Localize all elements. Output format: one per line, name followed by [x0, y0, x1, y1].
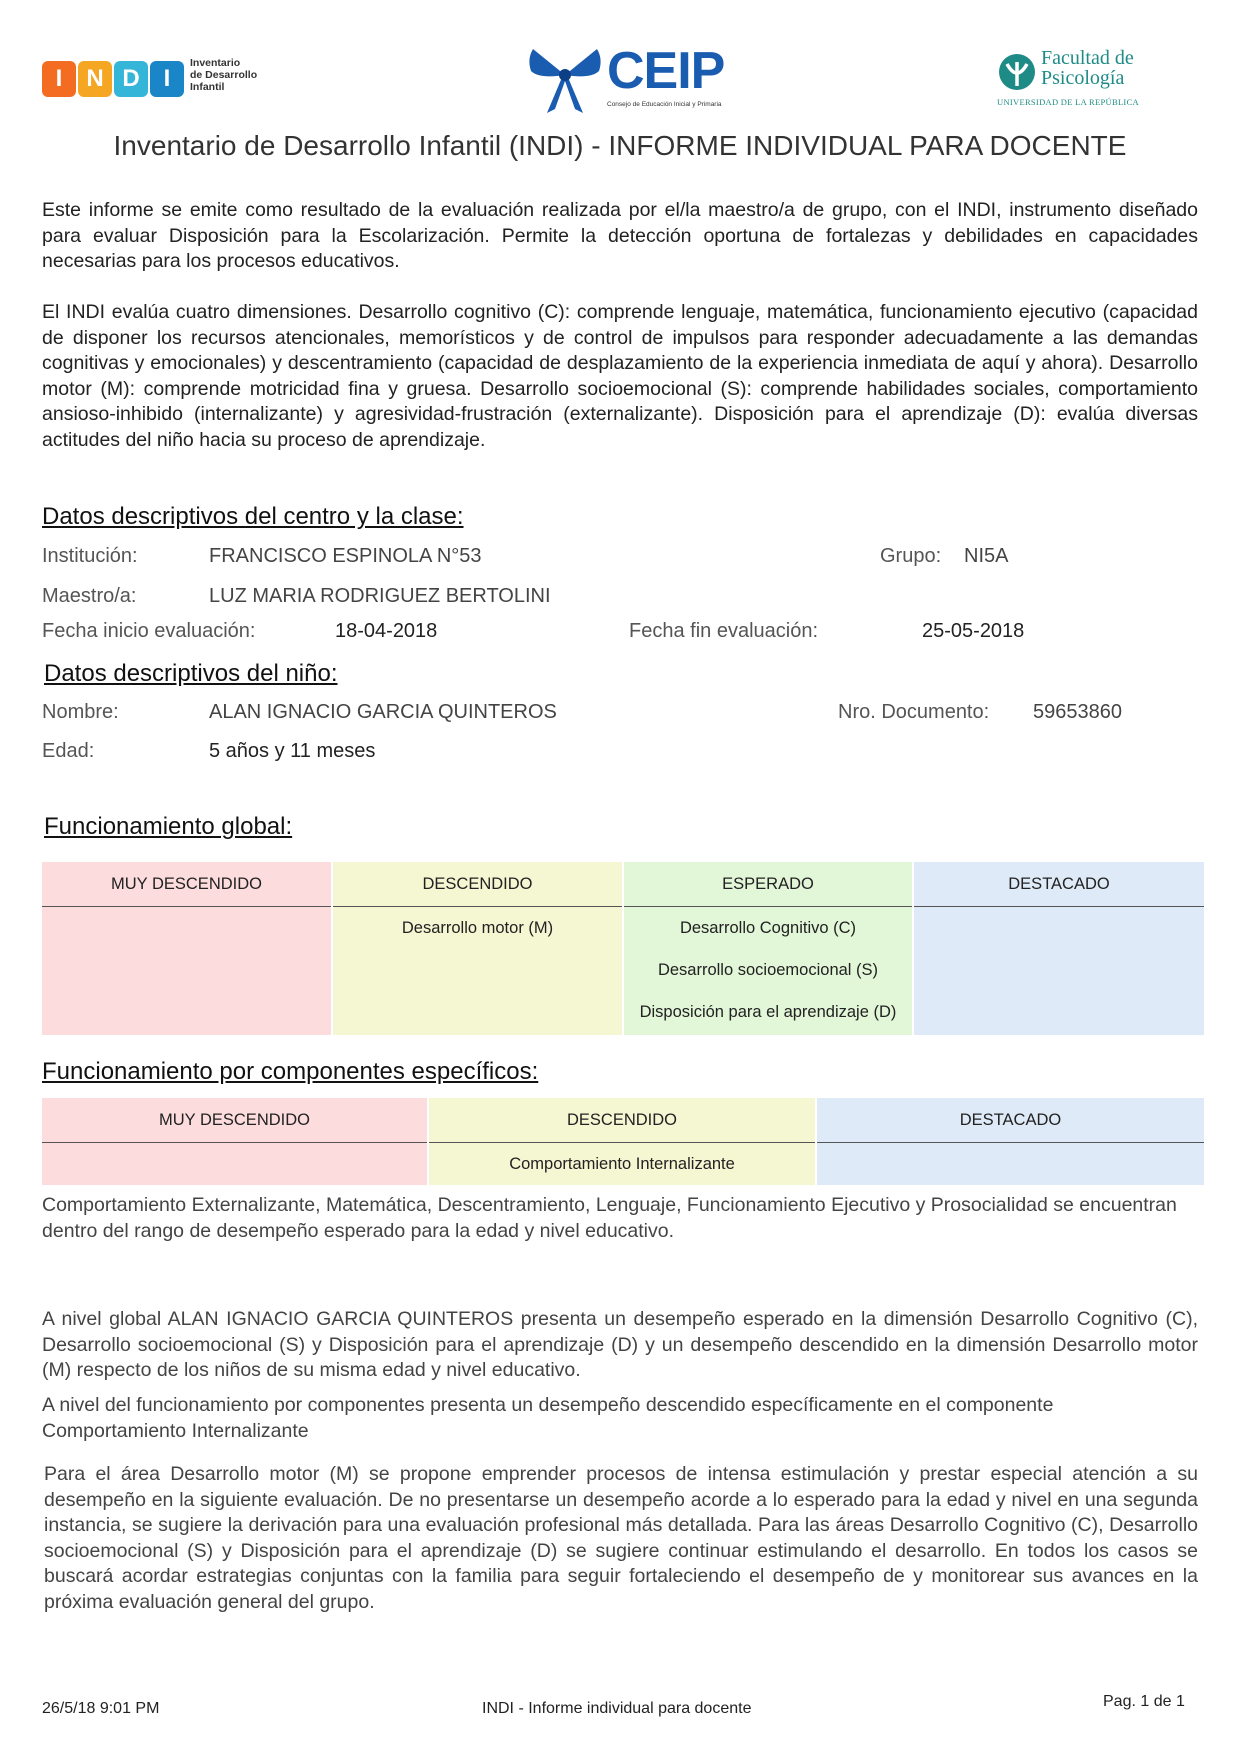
psicologia-name-line-1: Facultad de	[1041, 47, 1134, 69]
fecha-fin-label: Fecha fin evaluación:	[629, 620, 819, 642]
global-table	[42, 862, 1204, 1035]
global-col-descendido: DESCENDIDO	[332, 862, 623, 907]
footer-datetime: 26/5/18 9:01 PM	[42, 1700, 160, 1717]
indi-logo	[42, 55, 262, 105]
fecha-inicio-value: 18-04-2018	[335, 620, 438, 642]
footer-title: INDI - Informe individual para docente	[482, 1700, 752, 1717]
componentes-cell-muy-descendido	[42, 1143, 428, 1186]
summary-paragraph-2: A nivel del funcionamiento por componentes presenta un desempeño descendido específicamente en el componente Comportamiento Internalizante	[42, 1394, 1054, 1442]
indi-subtitle	[190, 57, 257, 93]
global-col-esperado: ESPERADO	[623, 862, 913, 907]
grupo-value: NI5A	[964, 545, 1009, 567]
maestro-value: LUZ MARIA RODRIGUEZ BERTOLINI	[209, 585, 551, 607]
indi-letter-4: I	[150, 61, 184, 97]
componentes-table	[42, 1098, 1204, 1185]
componentes-col-destacado: DESTACADO	[816, 1098, 1204, 1143]
global-esperado-item: Desarrollo Cognitivo (C)	[679, 919, 857, 937]
maestro-label: Maestro/a:	[42, 585, 137, 607]
global-cell-muy-descendido	[42, 907, 332, 1035]
edad-label: Edad:	[42, 740, 95, 762]
global-esperado-item: Disposición para el aprendizaje (D)	[639, 1003, 897, 1021]
grupo-label: Grupo:	[880, 545, 942, 567]
footer-page-number: Pag. 1 de 1	[1103, 1693, 1185, 1710]
indi-subtitle-line-3: Infantil	[190, 81, 225, 93]
intro-paragraph-2: El INDI evalúa cuatro dimensiones. Desarrollo cognitivo (C): comprende lenguaje, matemática, funcionamiento ejecutivo (capacidad de disponer los recursos atencionales, memorísticos y de control de impulsos para responder adecuadamente a las demandas cognitivas y emocionales) y descentramiento (capacidad de desplazamiento de la experiencia inmediata de aquí y ahora). Desarrollo motor (M): comprende motricidad fina y gruesa. Desarrollo socioemocional (S): comprende habilidades sociales, comportamiento ansioso-inhibido (internalizante) y agresividad-frustración (externalizante). Disposición para el aprendizaje (D): evalúa diversas actitudes del niño hacia su proceso de aprendizaje.	[42, 301, 1198, 451]
componentes-cell-destacado	[816, 1143, 1204, 1186]
global-cell-esperado	[623, 907, 913, 1035]
centro-heading: Datos descriptivos del centro y la clase:	[42, 503, 464, 530]
ceip-logo	[525, 42, 735, 117]
summary-paragraph-3: Para el área Desarrollo motor (M) se propone emprender procesos de intensa estimulación y prestar especial atención a su desempeño en la siguiente evaluación. De no presentarse un desempeño acorde a lo esperado para la edad y nivel en una segunda instancia, se sugiere la derivación para una evaluación profesional más detallada. Para las áreas Desarrollo Cognitivo (C), Desarrollo socioemocional (S) y Disposición para el aprendizaje (D) se sugiere continuar estimulando el desarrollo. En todos los casos se buscará acordar estrategias conjuntas con la familia para seguir fortaleciendo el desempeño de y monitorear sus avances en la próxima evaluación general del grupo.	[44, 1463, 1198, 1613]
global-col-muy-descendido: MUY DESCENDIDO	[42, 862, 332, 907]
institucion-label: Institución:	[42, 545, 138, 567]
nombre-label: Nombre:	[42, 701, 119, 723]
indi-subtitle-line-1: Inventario	[190, 57, 241, 69]
document-title: Inventario de Desarrollo Infantil (INDI) - INFORME INDIVIDUAL PARA DOCENTE	[113, 130, 1127, 161]
edad-value: 5 años y 11 meses	[209, 740, 376, 762]
nino-heading: Datos descriptivos del niño:	[44, 660, 338, 687]
global-cell-descendido	[332, 907, 623, 1035]
indi-subtitle-line-2: de Desarrollo	[190, 69, 258, 81]
institucion-value: FRANCISCO ESPINOLA N°53	[209, 545, 482, 567]
componentes-col-descendido: DESCENDIDO	[428, 1098, 816, 1143]
nombre-value: ALAN IGNACIO GARCIA QUINTEROS	[209, 701, 557, 723]
documento-value: 59653860	[1033, 701, 1122, 723]
componentes-descendido-item: Comportamiento Internalizante	[509, 1155, 735, 1173]
fecha-inicio-label: Fecha inicio evaluación:	[42, 620, 256, 642]
indi-letter-1: I	[42, 61, 76, 97]
psicologia-name-line-2: Psicología	[1041, 67, 1125, 89]
global-col-destacado: DESTACADO	[913, 862, 1204, 907]
componentes-note: Comportamiento Externalizante, Matemática, Descentramiento, Lenguaje, Funcionamiento Ejecutivo y Prosocialidad se encuentran dentro del rango de desempeño esperado para la edad y nivel educativo.	[42, 1194, 1177, 1242]
componentes-cell-descendido	[428, 1143, 816, 1186]
global-heading: Funcionamiento global:	[44, 813, 293, 840]
global-descendido-item: Desarrollo motor (M)	[401, 919, 554, 937]
global-cell-destacado	[913, 907, 1204, 1035]
psicologia-emblem-icon	[997, 52, 1039, 92]
intro-paragraph-1: Este informe se emite como resultado de la evaluación realizada por el/la maestro/a de grupo, con el INDI, instrumento diseñado para evaluar Disposición para la Escolarización. Permite la detección oportuna de fortalezas y debilidades en capacidades necesarias para los procesos educativos.	[42, 199, 1198, 272]
psicologia-subtitle: UNIVERSIDAD DE LA REPÚBLICA	[997, 97, 1139, 107]
psicologia-logo	[995, 47, 1145, 110]
ceip-wordmark: CEIP	[607, 42, 725, 100]
psicologia-name	[1041, 48, 1134, 88]
componentes-heading: Funcionamiento por componentes específicos:	[42, 1058, 539, 1085]
ceip-subtitle: Consejo de Educación Inicial y Primaria	[607, 101, 722, 108]
documento-label: Nro. Documento:	[838, 701, 990, 723]
global-esperado-item: Desarrollo socioemocional (S)	[657, 961, 879, 979]
ceip-bow-icon	[525, 45, 605, 117]
fecha-fin-value: 25-05-2018	[922, 620, 1025, 642]
indi-letter-3: D	[114, 61, 148, 97]
summary-paragraph-1: A nivel global ALAN IGNACIO GARCIA QUINTEROS presenta un desempeño esperado en la dimensión Desarrollo Cognitivo (C), Desarrollo socioemocional (S) y Disposición para el aprendizaje (D) y un desempeño descendido en la dimensión Desarrollo motor (M) respecto de los niños de su misma edad y nivel educativo.	[42, 1308, 1198, 1381]
componentes-col-muy-descendido: MUY DESCENDIDO	[42, 1098, 428, 1143]
indi-letter-2: N	[78, 61, 112, 97]
